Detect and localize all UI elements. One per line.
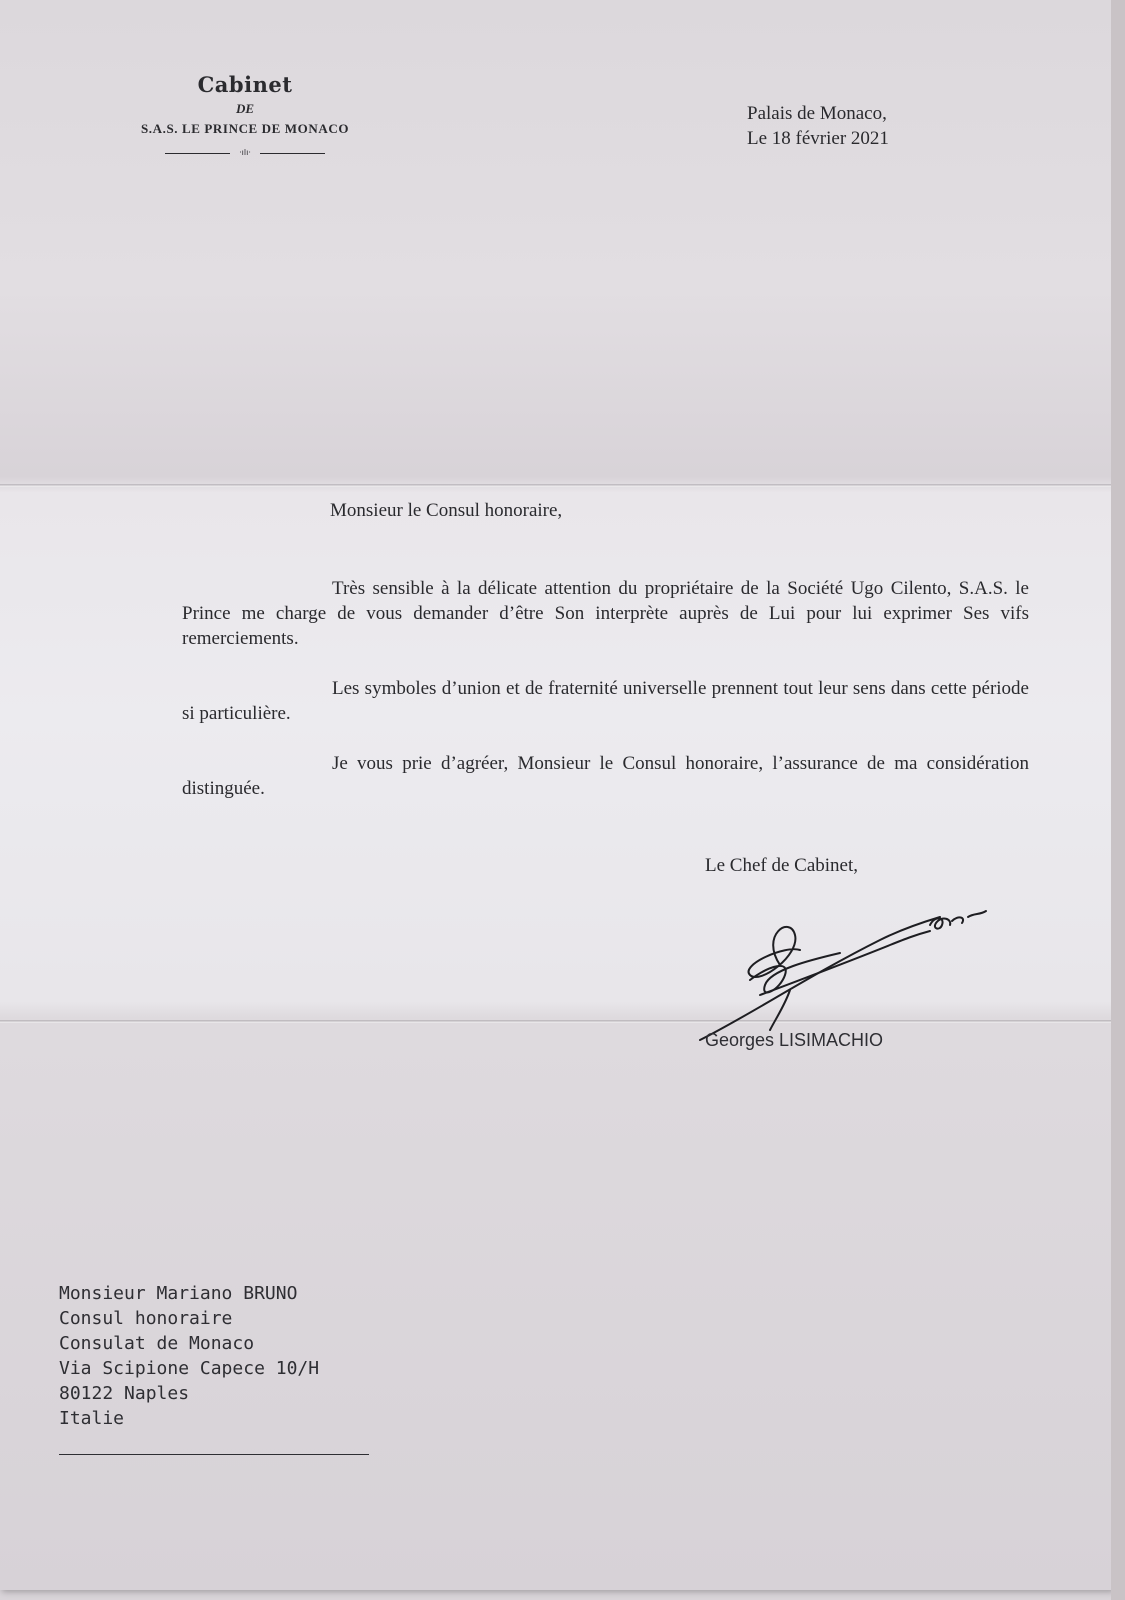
address-line-title: Consul honoraire [59, 1308, 233, 1329]
letterhead-de: DE [235, 101, 255, 116]
recipient-address [59, 1281, 319, 1431]
letterhead-cabinet: Cabinet [197, 72, 293, 97]
signer-name: Georges LISIMACHIO [705, 1030, 884, 1050]
address-line-name: Monsieur Mariano BRUNO [59, 1283, 298, 1304]
body-paragraph-3: Je vous prie d’agréer, Monsieur le Consul honoraire, l’assurance de ma considération distinguée. [182, 753, 1029, 799]
address-underline [59, 1454, 369, 1455]
place-date-block [747, 101, 889, 151]
letterhead-prince: S.A.S. LE PRINCE DE MONACO [140, 121, 350, 136]
address-line-street: Via Scipione Capece 10/H [59, 1358, 320, 1379]
address-line-country: Italie [59, 1408, 125, 1429]
address-line-organization: Consulat de Monaco [59, 1333, 255, 1354]
letterhead [100, 72, 390, 157]
body-paragraph-2: Les symboles d’union et de fraternité universelle prennent tout leur sens dans cette période si particulière. [182, 678, 1029, 724]
background-edge [1111, 0, 1125, 1600]
salutation: Monsieur le Consul honoraire, [330, 500, 563, 521]
place-line: Palais de Monaco, [747, 103, 887, 124]
address-line-city: 80122 Naples [59, 1383, 190, 1404]
date-line: Le 18 février 2021 [747, 128, 889, 149]
paper-fold-upper [0, 484, 1112, 487]
body-paragraph-1: Très sensible à la délicate attention du propriétaire de la Société Ugo Cilento, S.A.S. le Prince me charge de vous demander d’être Son interprète auprès de Lui pour lui exprimer Ses vifs remerciements. [182, 578, 1029, 649]
letterhead-ornament-rule [165, 149, 325, 157]
closing-line: Le Chef de Cabinet, [705, 855, 859, 876]
ornament-icon: ·ılı· [239, 148, 251, 157]
